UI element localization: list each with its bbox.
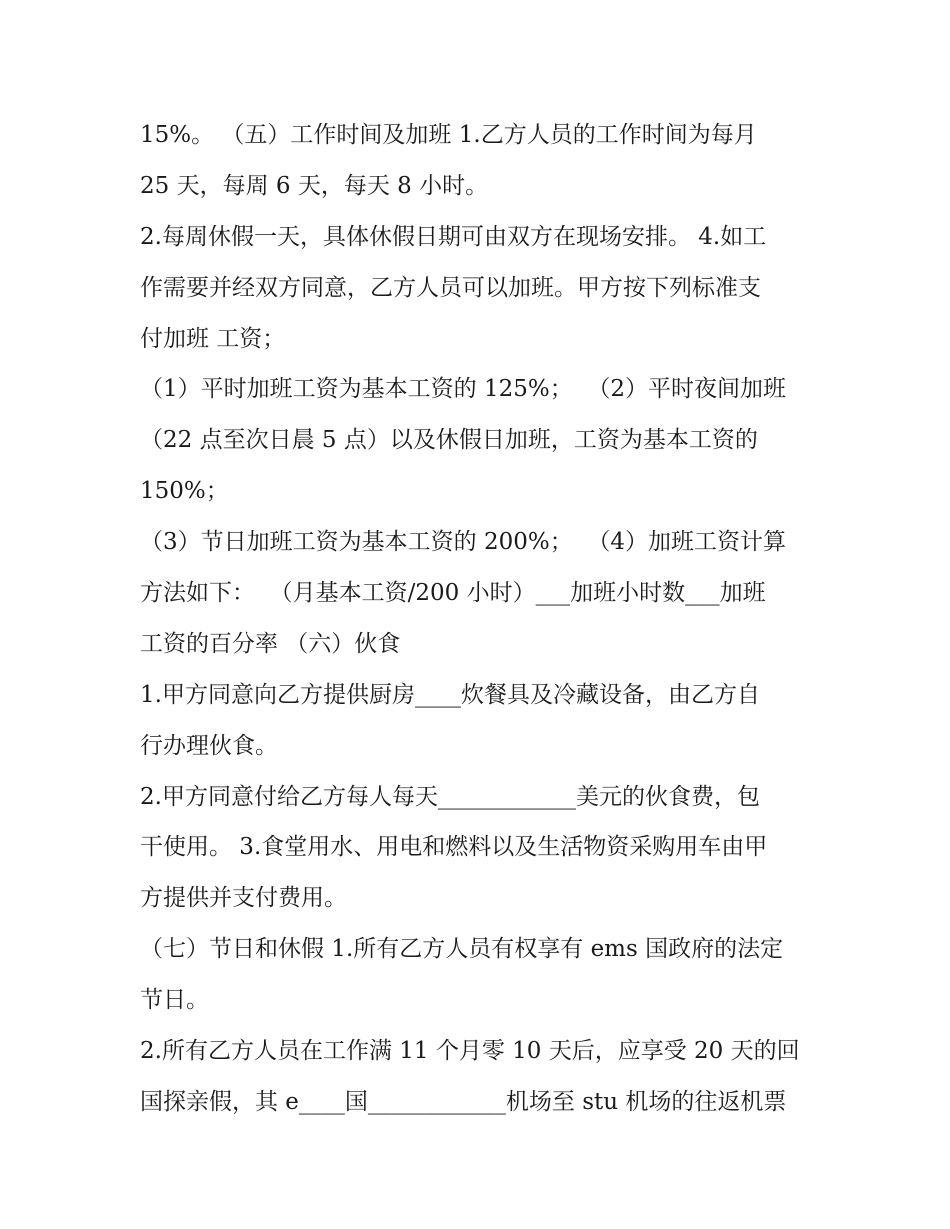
text-line-19: 2.所有乙方人员在工作满 11 个月零 10 天后，应享受 20 天的回 <box>140 1038 800 1065</box>
text-line-7: （22 点至次日晨 5 点）以及休假日加班，工资为基本工资的 <box>140 427 758 454</box>
text-line-8: 150%； <box>140 478 229 505</box>
text-line-2: 25 天，每周 6 天，每天 8 小时。 <box>140 172 489 199</box>
text-line-13: 行办理伙食。 <box>140 732 278 759</box>
text-line-5: 付加班 工资； <box>140 325 286 352</box>
text-line-18: 节日。 <box>140 987 209 1014</box>
text-line-20: 国探亲假，其 e____国____________机场至 stu 机场的往返机票 <box>140 1088 787 1115</box>
text-line-4: 作需要并经双方同意，乙方人员可以加班。甲方按下列标准支 <box>140 274 761 301</box>
text-line-3: 2.每周休假一天，具体休假日期可由双方在现场安排。 4.如工 <box>140 223 767 250</box>
text-line-6: （1）平时加班工资为基本工资的 125%； （2）平时夜间加班 <box>140 376 786 403</box>
contract-text-body <box>140 110 820 1128</box>
text-line-11: 工资的百分率 （六）伙食 <box>140 630 401 657</box>
text-line-10: 方法如下： （月基本工资/200 小时）___加班小时数___加班 <box>140 580 766 607</box>
text-line-17: （七）节日和休假 1.所有乙方人员有权享有 ems 国政府的法定 <box>140 936 784 963</box>
text-line-16: 方提供并支付费用。 <box>140 885 347 912</box>
text-line-14: 2.甲方同意付给乙方每人每天____________美元的伙食费，包 <box>140 783 760 810</box>
text-line-9: （3）节日加班工资为基本工资的 200%； （4）加班工资计算 <box>140 529 786 556</box>
text-line-12: 1.甲方同意向乙方提供厨房____炊餐具及冷藏设备，由乙方自 <box>140 681 760 708</box>
text-line-15: 干使用。 3.食堂用水、用电和燃料以及生活物资采购用车由甲 <box>140 834 768 861</box>
text-line-1: 15%。 （五）工作时间及加班 1.乙方人员的工作时间为每月 <box>140 122 757 148</box>
